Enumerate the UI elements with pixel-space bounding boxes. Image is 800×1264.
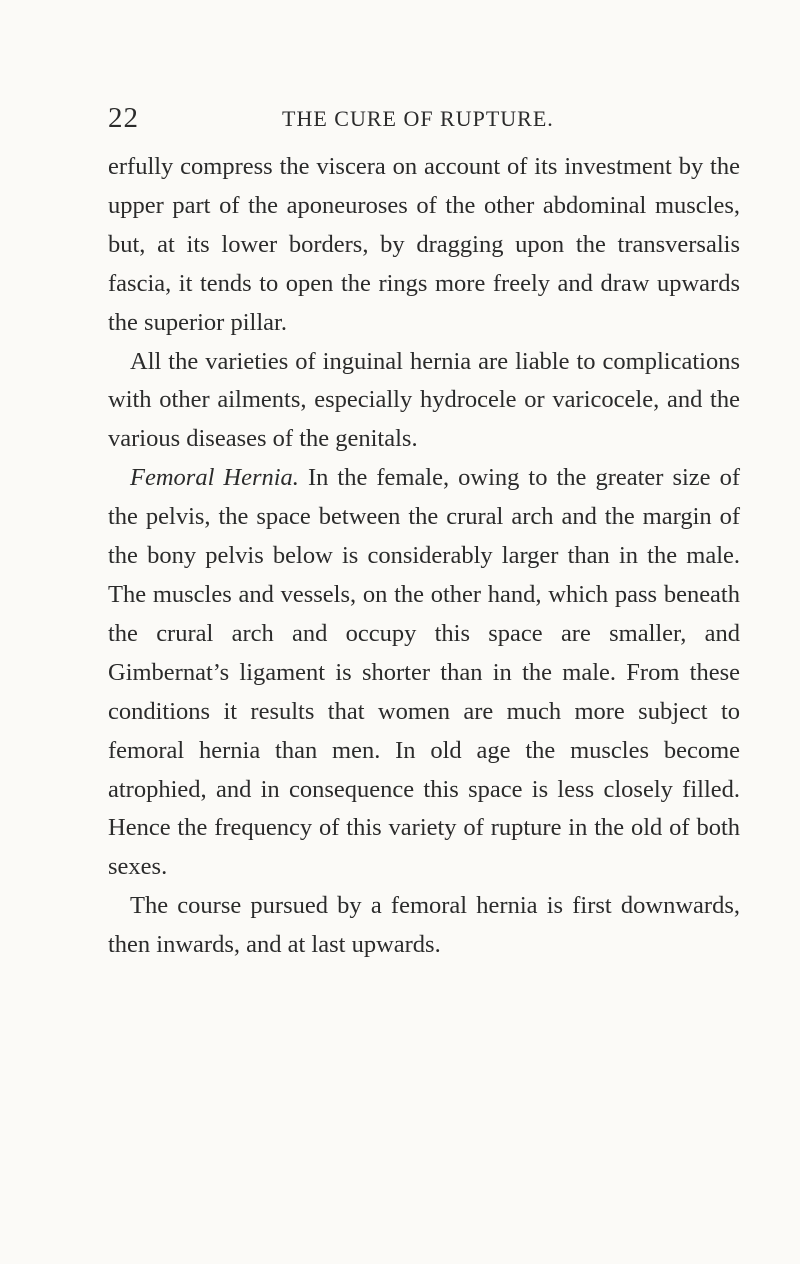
section-heading-femoral-hernia: Femoral Hernia. bbox=[130, 464, 299, 492]
paragraph-femoral-course: The course pursued by a femoral hernia is first downwards, then inwards, and at last upwards. bbox=[108, 892, 740, 959]
paragraph-inguinal-complications: All the varieties of inguinal hernia are liable to complications with other ailments, especially hydrocele or varicocele, and the various diseases of the genitals. bbox=[108, 347, 740, 453]
body-text bbox=[108, 148, 740, 965]
page-header bbox=[108, 104, 748, 138]
running-title: THE CURE OF RUPTURE. bbox=[282, 106, 554, 131]
paragraph-femoral-hernia-text: In the female, owing to the greater size of the pelvis, the space between the crural arch and the margin of the bony pelvis below is considerably larger than in the male. The muscles and vessels, on the other hand, which pass beneath the crural arch and occupy this space are smaller, and Gimbernat’s ligament is shorter than in the male. From these conditions it results that women are much more subject to femoral hernia than men. In old age the muscles become atrophied, and in consequence this space is less closely filled. Hence the frequency of this variety of rupture in the old of both sexes. bbox=[108, 464, 740, 881]
paragraph-continued: erfully compress the viscera on account of its investment by the upper part of the aponeuroses of the other abdominal muscles, but, at its lower borders, by dragging upon the transversalis fascia, it tends to open the rings more freely and draw upwards the superior pillar. bbox=[108, 153, 740, 336]
page-number: 22 bbox=[108, 102, 139, 134]
paragraph-femoral-hernia bbox=[108, 459, 740, 887]
